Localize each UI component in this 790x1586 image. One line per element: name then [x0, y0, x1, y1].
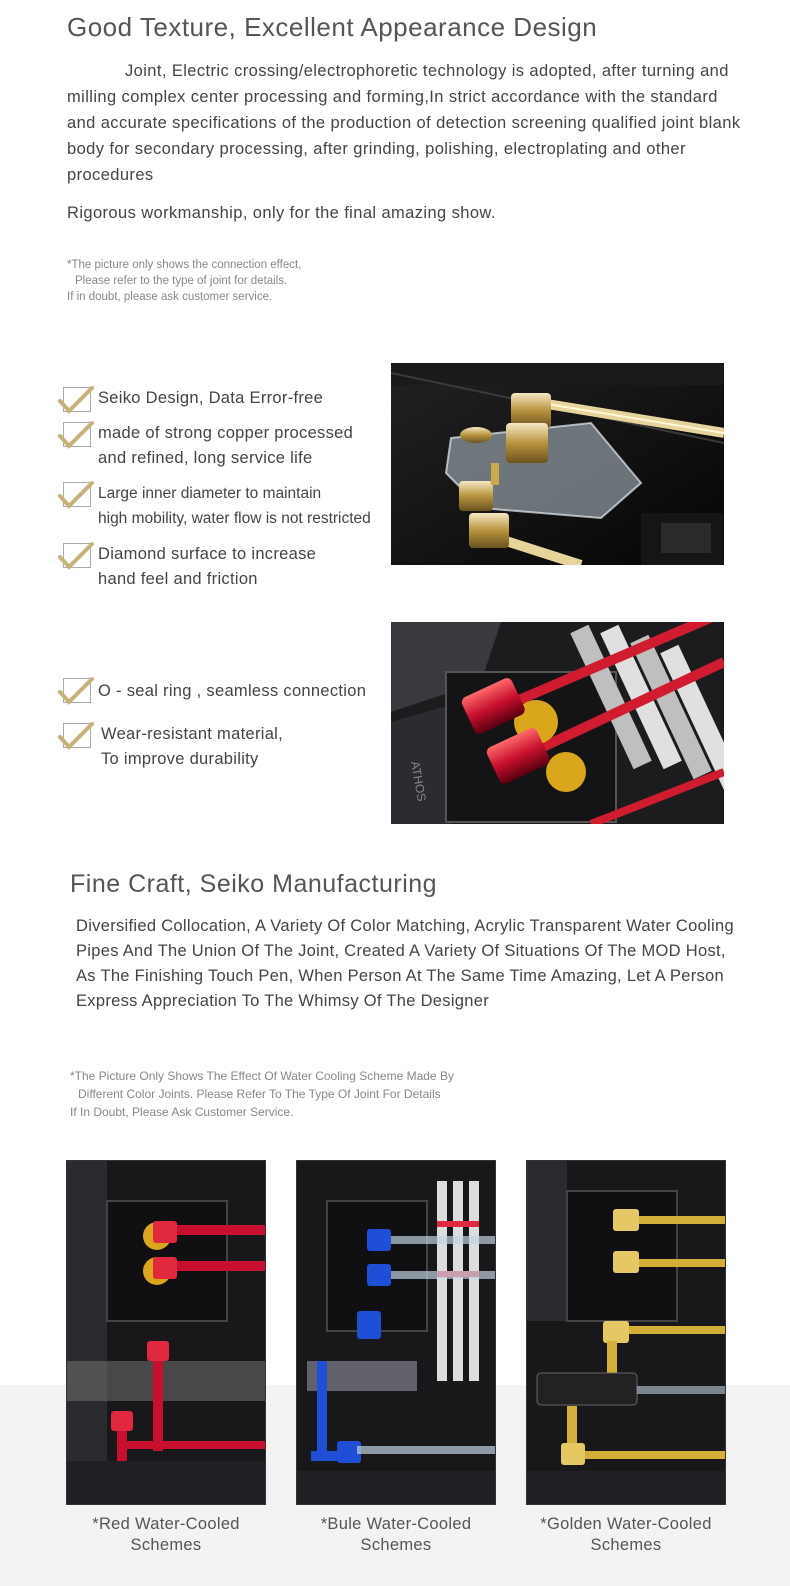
- feature-item: [58, 386, 323, 414]
- feature-label: Seiko Design, Data Error-free: [98, 389, 324, 407]
- blue-scheme-caption: *Bule Water-Cooled Schemes: [320, 1515, 472, 1554]
- section1-heading: Good Texture, Excellent Appearance Design: [67, 12, 598, 42]
- feature-label: Diamond surface to increase hand feel and friction: [98, 545, 317, 588]
- feature-label: O - seal ring , seamless connection: [98, 682, 367, 700]
- feature-item: [58, 722, 283, 772]
- workmanship-line: Rigorous workmanship, only for the final amazing show.: [67, 204, 496, 222]
- section1-paragraph: Joint, Electric crossing/electrophoretic technology is adopted, after turning and milling complex center processing and forming,In strict accordance with the standard and accurate specifications of the production of detection screening qualified joint blank body for secondary processing, after grinding, polishing, electroplating and other procedures: [67, 62, 741, 184]
- feature-label: Large inner diameter to maintain high mobility, water flow is not restricted: [98, 485, 371, 527]
- svg-text:ATHOS: ATHOS: [408, 760, 429, 803]
- feature-item: [58, 481, 371, 531]
- checkmark-icon: [58, 386, 94, 414]
- red-scheme-photo: [66, 1160, 266, 1505]
- checkmark-icon: [58, 481, 94, 509]
- red-fitting-photo: [391, 622, 724, 824]
- blue-scheme-photo: [296, 1160, 496, 1505]
- red-scheme-caption: *Red Water-Cooled Schemes: [92, 1515, 240, 1554]
- section2-heading: Fine Craft, Seiko Manufacturing: [70, 870, 438, 898]
- feature-item: [58, 542, 316, 592]
- gold-scheme-photo: [526, 1160, 726, 1505]
- feature-label: made of strong copper processed and refined, long service life: [98, 424, 354, 467]
- checkmark-icon: [58, 722, 94, 750]
- section2-paragraph: Diversified Collocation, A Variety Of Color Matching, Acrylic Transparent Water Cooling Pipes And The Union Of The Joint, Created A Variety Of Situations Of The MOD Host, As The Finishing Touch Pen, When Person At The Same Time Amazing, Let A Person Express Appreciation To The Whimsy Of The Designer: [76, 917, 734, 1010]
- gold-fitting-photo: [391, 363, 724, 565]
- checkmark-icon: [58, 677, 94, 705]
- feature-item: [58, 421, 353, 471]
- checkmark-icon: [58, 542, 94, 570]
- gold-scheme-caption: *Golden Water-Cooled Schemes: [540, 1515, 712, 1554]
- feature-item: [58, 677, 366, 705]
- checkmark-icon: [58, 421, 94, 449]
- feature-label: Wear-resistant material, To improve durability: [101, 725, 284, 768]
- section1-note: *The picture only shows the connection effect, Please refer to the type of joint for details. If in doubt, please ask customer service.: [67, 259, 302, 303]
- section2-note: *The Picture Only Shows The Effect Of Water Cooling Scheme Made By Different Color Joints. Please Refer To The Type Of Joint For Details If In Doubt, Please Ask Customer Service.: [70, 1069, 454, 1119]
